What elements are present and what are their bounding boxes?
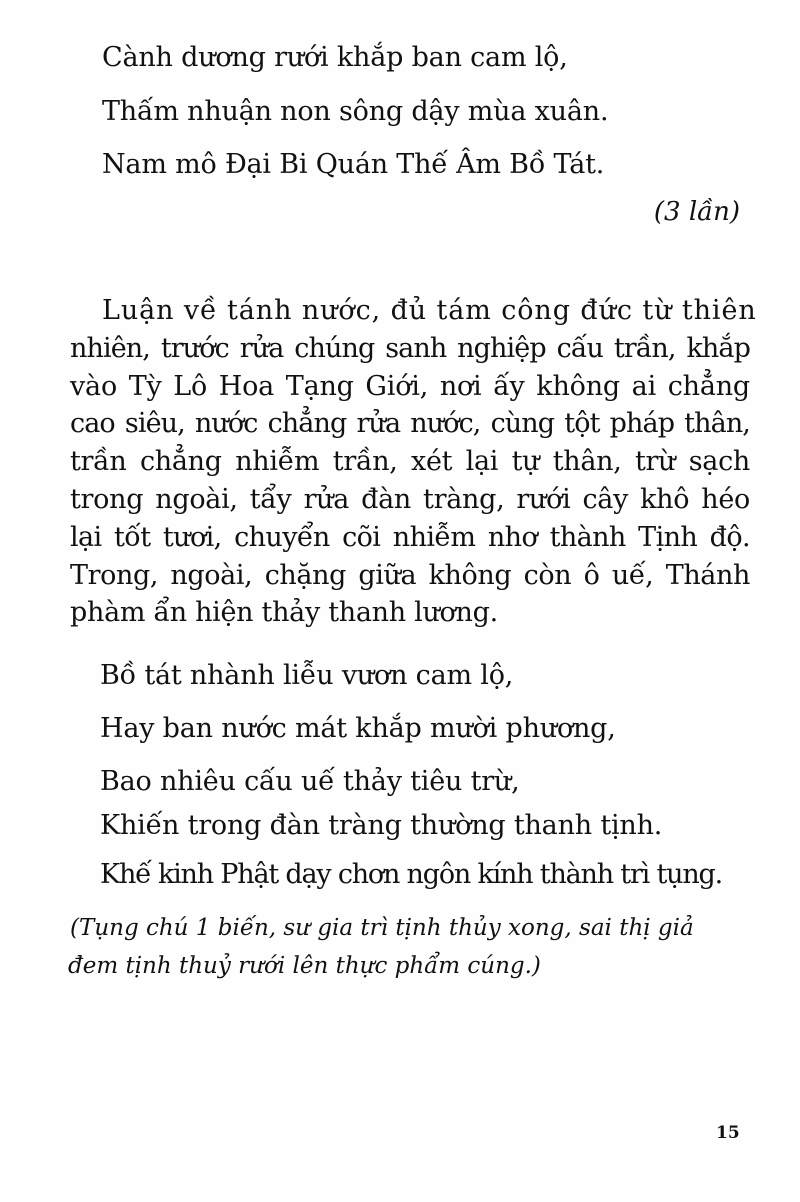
verse-line: Bồ tát nhành liễu vươn cam lộ,: [100, 660, 514, 691]
prose-paragraph: [70, 292, 757, 632]
prose-line: trần chẳng nhiễm trần, xét lại tự thân, trừ sạch: [70, 446, 750, 478]
verse-line: Bao nhiêu cấu uế thảy tiêu trừ,: [100, 766, 520, 797]
prose-line: nhiên, trước rửa chúng sanh nghiệp cấu trần, khắp: [70, 332, 750, 364]
prose-line: Trong, ngoài, chặng giữa không còn ô uế, Thánh: [70, 559, 750, 591]
verse-line: Cành dương rưới khắp ban cam lộ,: [102, 42, 568, 73]
prose-line: phàm ẩn hiện thảy thanh lương.: [70, 597, 498, 629]
prose-line: trong ngoài, tẩy rửa đàn tràng, rưới cây khô héo: [70, 483, 750, 515]
page-number: 15: [716, 1123, 740, 1143]
verse-line: Thấm nhuận non sông dậy mùa xuân.: [102, 96, 609, 127]
verse-line: Nam mô Đại Bi Quán Thế Âm Bồ Tát.: [102, 149, 605, 180]
prose-line: cao siêu, nước chẳng rửa nước, cùng tột pháp thân,: [70, 408, 750, 440]
prose-line: vào Tỳ Lô Hoa Tạng Giới, nơi ấy không ai chẳng: [70, 370, 750, 402]
prose-line: Luận về tánh nước, đủ tám công đức từ thiên: [102, 295, 757, 326]
verse-line: Khế kinh Phật dạy chơn ngôn kính thành trì tụng.: [100, 859, 722, 890]
verse-line: Khiến trong đàn tràng thường thanh tịnh.: [100, 810, 663, 841]
instruction-note-line: (Tụng chú 1 biến, sư gia trì tịnh thủy xong, sai thị giả: [70, 915, 694, 941]
instruction-note-line: đem tịnh thuỷ rưới lên thực phẩm cúng.): [68, 953, 541, 979]
verse-line: Hay ban nước mát khắp mười phương,: [100, 713, 616, 744]
prose-line: lại tốt tươi, chuyển cõi nhiễm nhơ thành Tịnh độ.: [70, 521, 750, 553]
repeat-note: (3 lần): [653, 197, 740, 227]
